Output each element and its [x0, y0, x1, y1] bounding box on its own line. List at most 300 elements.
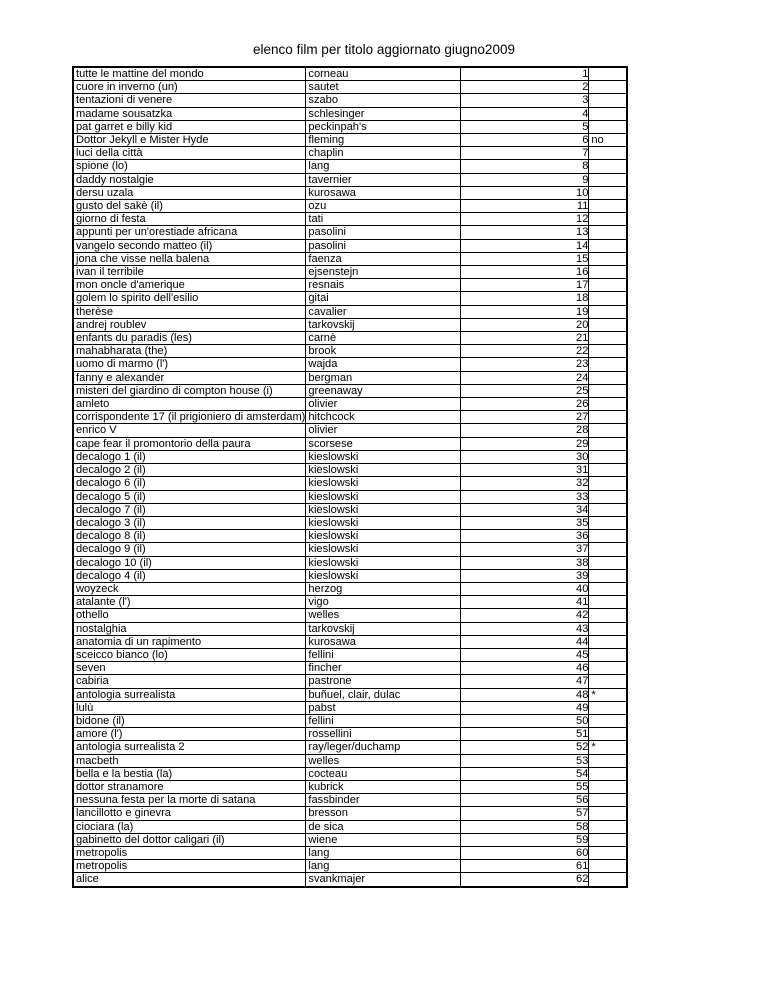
- film-director: hitchcock: [306, 411, 461, 424]
- film-title: nostalghia: [76, 622, 127, 635]
- film-title-cell: [73, 107, 306, 120]
- film-note: [589, 213, 627, 226]
- film-note: [589, 226, 627, 239]
- film-number: 58: [461, 820, 589, 833]
- film-number: 30: [461, 450, 589, 463]
- film-note: [589, 318, 627, 331]
- film-title: ciociara (la): [76, 820, 134, 833]
- film-title: enfants du paradis (les): [76, 332, 192, 345]
- film-title: tutte le mattine del mondo: [76, 68, 204, 80]
- film-director: resnais: [306, 279, 461, 292]
- film-director: lang: [306, 846, 461, 859]
- table-row: [73, 424, 627, 437]
- film-director: pabst: [306, 701, 461, 714]
- film-title-cell: [73, 516, 306, 529]
- film-title: madame sousatzka: [76, 107, 173, 120]
- film-director: ejsenstejn: [306, 266, 461, 279]
- film-title-cell: [73, 873, 306, 887]
- film-director: kieslowski: [306, 477, 461, 490]
- film-note: [589, 358, 627, 371]
- film-director: pasolini: [306, 226, 461, 239]
- film-note: [589, 635, 627, 648]
- film-number: 10: [461, 186, 589, 199]
- table-row: [73, 173, 627, 186]
- film-number: 3: [461, 94, 589, 107]
- table-row: [73, 688, 627, 701]
- film-title-cell: [73, 81, 306, 94]
- table-row: [73, 609, 627, 622]
- film-note: [589, 701, 627, 714]
- film-title-cell: [73, 780, 306, 793]
- film-director: cocteau: [306, 767, 461, 780]
- film-title-cell: [73, 134, 306, 147]
- film-director: olivier: [306, 424, 461, 437]
- film-title-cell: [73, 833, 306, 846]
- film-title: spione (lo): [76, 160, 128, 173]
- table-row: [73, 266, 627, 279]
- table-row: [73, 279, 627, 292]
- film-title: gabinetto del dottor caligari (il): [76, 833, 225, 846]
- film-note: [589, 332, 627, 345]
- film-director: lang: [306, 160, 461, 173]
- film-director: kurosawa: [306, 186, 461, 199]
- film-number: 40: [461, 582, 589, 595]
- table-row: [73, 780, 627, 793]
- film-title-cell: [73, 794, 306, 807]
- film-number: 52: [461, 741, 589, 754]
- film-title: decalogo 9 (il): [76, 543, 146, 556]
- film-title: amore (l'): [76, 728, 123, 741]
- table-row: [73, 596, 627, 609]
- film-director: kieslowski: [306, 490, 461, 503]
- film-director: szabo: [306, 94, 461, 107]
- film-number: 2: [461, 81, 589, 94]
- film-title-cell: [73, 622, 306, 635]
- film-title-cell: [73, 596, 306, 609]
- film-note: [589, 794, 627, 807]
- film-note: [589, 833, 627, 846]
- film-note: [589, 780, 627, 793]
- film-director: carnè: [306, 332, 461, 345]
- film-title: decalogo 1 (il): [76, 450, 146, 463]
- film-number: 34: [461, 503, 589, 516]
- film-title-cell: [73, 477, 306, 490]
- film-number: 59: [461, 833, 589, 846]
- film-number: 21: [461, 332, 589, 345]
- film-title: giorno di festa: [76, 213, 146, 226]
- film-note: [589, 67, 627, 81]
- film-note: [589, 81, 627, 94]
- film-note: [589, 411, 627, 424]
- film-title-cell: [73, 662, 306, 675]
- film-title-cell: [73, 503, 306, 516]
- film-note: [589, 609, 627, 622]
- film-number: 29: [461, 437, 589, 450]
- table-row: [73, 318, 627, 331]
- film-note: [589, 477, 627, 490]
- film-number: 4: [461, 107, 589, 120]
- film-title: misteri del giardino di compton house (i): [76, 384, 273, 397]
- film-title-cell: [73, 569, 306, 582]
- film-title-cell: [73, 530, 306, 543]
- film-number: 39: [461, 569, 589, 582]
- film-title-cell: [73, 239, 306, 252]
- film-title-cell: [73, 213, 306, 226]
- film-title-cell: [73, 846, 306, 859]
- film-title-cell: [73, 186, 306, 199]
- table-row: [73, 648, 627, 661]
- film-title: woyzeck: [76, 582, 119, 595]
- film-note: [589, 807, 627, 820]
- film-number: 44: [461, 635, 589, 648]
- film-director: bresson: [306, 807, 461, 820]
- film-title-cell: [73, 490, 306, 503]
- film-title: cape fear il promontorio della paura: [76, 437, 251, 450]
- film-title-cell: [73, 741, 306, 754]
- film-note: [589, 648, 627, 661]
- film-note: [589, 582, 627, 595]
- table-row: [73, 305, 627, 318]
- film-title-cell: [73, 714, 306, 727]
- film-note: [589, 846, 627, 859]
- film-director: peckinpah's: [306, 120, 461, 133]
- film-title-cell: [73, 820, 306, 833]
- film-note: [589, 675, 627, 688]
- table-row: [73, 833, 627, 846]
- film-title: bidone (il): [76, 714, 125, 727]
- film-director: pastrone: [306, 675, 461, 688]
- film-note: [589, 266, 627, 279]
- table-row: [73, 292, 627, 305]
- film-director: chaplin: [306, 147, 461, 160]
- film-note: [589, 556, 627, 569]
- film-number: 27: [461, 411, 589, 424]
- film-director: greenaway: [306, 384, 461, 397]
- film-title: daddy nostalgie: [76, 173, 154, 186]
- film-note: [589, 860, 627, 873]
- film-title: decalogo 4 (il): [76, 569, 146, 582]
- film-title: mahabharata (the): [76, 345, 168, 358]
- film-title-cell: [73, 424, 306, 437]
- film-number: 17: [461, 279, 589, 292]
- film-title: alice: [76, 873, 99, 886]
- film-title-cell: [73, 332, 306, 345]
- film-note: [589, 490, 627, 503]
- film-title-cell: [73, 609, 306, 622]
- film-title: amleto: [76, 398, 110, 411]
- film-director: fassbinder: [306, 794, 461, 807]
- film-title: seven: [76, 662, 106, 675]
- film-note: [589, 873, 627, 887]
- film-number: 5: [461, 120, 589, 133]
- film-note: [589, 437, 627, 450]
- film-title-cell: [73, 252, 306, 265]
- film-title: decalogo 2 (il): [76, 464, 146, 477]
- film-director: kieslowski: [306, 556, 461, 569]
- film-note: [589, 384, 627, 397]
- table-row: [73, 662, 627, 675]
- film-note: [589, 160, 627, 173]
- film-number: 22: [461, 345, 589, 358]
- film-number: 35: [461, 516, 589, 529]
- film-number: 14: [461, 239, 589, 252]
- table-row: [73, 450, 627, 463]
- table-row: [73, 873, 627, 887]
- film-title: metropolis: [76, 860, 128, 873]
- table-row: [73, 200, 627, 213]
- film-number: 6: [461, 134, 589, 147]
- film-number: 15: [461, 252, 589, 265]
- film-note: [589, 147, 627, 160]
- film-number: 56: [461, 794, 589, 807]
- film-title-cell: [73, 358, 306, 371]
- table-row: [73, 160, 627, 173]
- film-director: fellini: [306, 714, 461, 727]
- film-title: pat garret e billy kid: [76, 120, 173, 133]
- film-title: nessuna festa per la morte di satana: [76, 794, 256, 807]
- film-title: fanny e alexander: [76, 371, 165, 384]
- film-director: kieslowski: [306, 530, 461, 543]
- film-note: [589, 120, 627, 133]
- film-number: 54: [461, 767, 589, 780]
- film-title: antologia surrealista: [76, 688, 176, 701]
- film-note: [589, 543, 627, 556]
- film-director: kubrick: [306, 780, 461, 793]
- film-director: tarkovskij: [306, 622, 461, 635]
- table-row: [73, 569, 627, 582]
- film-title-cell: [73, 860, 306, 873]
- film-note: [589, 728, 627, 741]
- film-director: kieslowski: [306, 464, 461, 477]
- film-title-cell: [73, 147, 306, 160]
- film-note: [589, 516, 627, 529]
- film-title-cell: [73, 450, 306, 463]
- film-number: 46: [461, 662, 589, 675]
- film-note: [589, 345, 627, 358]
- film-title: decalogo 7 (il): [76, 503, 146, 516]
- table-row: [73, 516, 627, 529]
- film-number: 37: [461, 543, 589, 556]
- film-title-cell: [73, 200, 306, 213]
- film-title-cell: [73, 160, 306, 173]
- film-number: 8: [461, 160, 589, 173]
- film-title: decalogo 8 (il): [76, 530, 146, 543]
- table-row: [73, 81, 627, 94]
- table-row: [73, 120, 627, 133]
- film-number: 43: [461, 622, 589, 635]
- film-number: 42: [461, 609, 589, 622]
- film-director: buñuel, clair, dulac: [306, 688, 461, 701]
- film-title: decalogo 10 (il): [76, 556, 152, 569]
- film-number: 49: [461, 701, 589, 714]
- film-note: [589, 292, 627, 305]
- film-director: kieslowski: [306, 543, 461, 556]
- table-row: [73, 67, 627, 81]
- film-director: de sica: [306, 820, 461, 833]
- film-title-cell: [73, 67, 306, 81]
- film-title: ivan il terribile: [76, 266, 144, 279]
- film-title: uomo di marmo (l'): [76, 358, 169, 371]
- film-note: [589, 714, 627, 727]
- film-title-cell: [73, 411, 306, 424]
- table-row: [73, 741, 627, 754]
- table-row: [73, 252, 627, 265]
- film-director: kieslowski: [306, 450, 461, 463]
- film-title: gusto del sakè (il): [76, 200, 163, 213]
- film-title-cell: [73, 318, 306, 331]
- table-row: [73, 635, 627, 648]
- table-row: [73, 226, 627, 239]
- film-title-cell: [73, 767, 306, 780]
- table-row: [73, 490, 627, 503]
- table-row: [73, 530, 627, 543]
- film-title-cell: [73, 384, 306, 397]
- film-number: 12: [461, 213, 589, 226]
- table-row: [73, 94, 627, 107]
- film-number: 47: [461, 675, 589, 688]
- film-title: lulù: [76, 701, 94, 714]
- film-title-cell: [73, 648, 306, 661]
- film-title: jona che visse nella balena: [76, 252, 210, 265]
- film-director: rossellini: [306, 728, 461, 741]
- film-number: 7: [461, 147, 589, 160]
- page-title: elenco film per titolo aggiornato giugno2009: [253, 42, 515, 57]
- film-title-cell: [73, 728, 306, 741]
- film-number: 57: [461, 807, 589, 820]
- table-row: [73, 807, 627, 820]
- film-director: fleming: [306, 134, 461, 147]
- film-title-cell: [73, 292, 306, 305]
- film-number: 41: [461, 596, 589, 609]
- film-note: [589, 107, 627, 120]
- film-title: dersu uzala: [76, 186, 134, 199]
- film-director: faenza: [306, 252, 461, 265]
- film-director: sautet: [306, 81, 461, 94]
- film-title-cell: [73, 464, 306, 477]
- film-number: 24: [461, 371, 589, 384]
- film-note: [589, 596, 627, 609]
- film-title-cell: [73, 582, 306, 595]
- film-number: 61: [461, 860, 589, 873]
- film-number: 55: [461, 780, 589, 793]
- film-title: decalogo 3 (il): [76, 516, 146, 529]
- film-title: othello: [76, 609, 109, 622]
- table-row: [73, 543, 627, 556]
- film-title: luci della città: [76, 147, 143, 160]
- film-number: 23: [461, 358, 589, 371]
- film-note: no: [589, 134, 627, 147]
- film-number: 60: [461, 846, 589, 859]
- film-number: 11: [461, 200, 589, 213]
- table-row: [73, 411, 627, 424]
- film-number: 16: [461, 266, 589, 279]
- table-row: [73, 754, 627, 767]
- film-number: 1: [461, 67, 589, 81]
- film-director: wajda: [306, 358, 461, 371]
- film-director: olivier: [306, 398, 461, 411]
- film-title: Dottor Jekyll e Mister Hyde: [76, 134, 209, 147]
- table-row: [73, 503, 627, 516]
- film-director: schlesinger: [306, 107, 461, 120]
- film-director: brook: [306, 345, 461, 358]
- film-number: 32: [461, 477, 589, 490]
- film-note: [589, 569, 627, 582]
- table-row: [73, 345, 627, 358]
- film-rows: [73, 67, 627, 887]
- table-row: [73, 556, 627, 569]
- film-title: atalante (l'): [76, 596, 131, 609]
- table-row: [73, 398, 627, 411]
- film-number: 9: [461, 173, 589, 186]
- table-row: [73, 358, 627, 371]
- film-number: 45: [461, 648, 589, 661]
- film-title: decalogo 6 (il): [76, 477, 146, 490]
- film-note: [589, 754, 627, 767]
- film-note: [589, 305, 627, 318]
- film-title: vangelo secondo matteo (il): [76, 239, 213, 252]
- film-director: lang: [306, 860, 461, 873]
- film-note: [589, 94, 627, 107]
- film-director: welles: [306, 609, 461, 622]
- film-note: [589, 424, 627, 437]
- film-director: scorsese: [306, 437, 461, 450]
- film-note: [589, 239, 627, 252]
- film-director: pasolini: [306, 239, 461, 252]
- film-title-cell: [73, 120, 306, 133]
- film-note: [589, 464, 627, 477]
- film-note: [589, 200, 627, 213]
- film-title: andrej roublev: [76, 318, 147, 331]
- table-row: [73, 582, 627, 595]
- table-row: [73, 846, 627, 859]
- film-number: 36: [461, 530, 589, 543]
- film-director: tavernier: [306, 173, 461, 186]
- film-director: bergman: [306, 371, 461, 384]
- film-title: macbeth: [76, 754, 119, 767]
- film-note: [589, 662, 627, 675]
- table-row: [73, 147, 627, 160]
- film-title: mon oncle d'amerique: [76, 279, 185, 292]
- film-title: therèse: [76, 305, 114, 318]
- film-number: 13: [461, 226, 589, 239]
- film-director: corneau: [306, 67, 461, 81]
- film-title: anatomia di un rapimento: [76, 635, 202, 648]
- film-note: *: [589, 741, 627, 754]
- film-number: 33: [461, 490, 589, 503]
- film-title-cell: [73, 226, 306, 239]
- film-director: fincher: [306, 662, 461, 675]
- table-row: [73, 728, 627, 741]
- film-number: 62: [461, 873, 589, 887]
- film-number: 38: [461, 556, 589, 569]
- table-row: [73, 464, 627, 477]
- film-number: 25: [461, 384, 589, 397]
- film-director: ozu: [306, 200, 461, 213]
- film-note: [589, 503, 627, 516]
- film-title: dottor stranamore: [76, 780, 164, 793]
- film-title-cell: [73, 437, 306, 450]
- film-title: golem lo spirito dell'esilio: [76, 292, 199, 305]
- table-row: [73, 794, 627, 807]
- table-row: [73, 477, 627, 490]
- table-row: [73, 371, 627, 384]
- film-title: decalogo 5 (il): [76, 490, 146, 503]
- film-title-cell: [73, 305, 306, 318]
- table-row: [73, 239, 627, 252]
- film-director: kieslowski: [306, 516, 461, 529]
- film-director: kieslowski: [306, 569, 461, 582]
- film-title: sceicco bianco (lo): [76, 648, 168, 661]
